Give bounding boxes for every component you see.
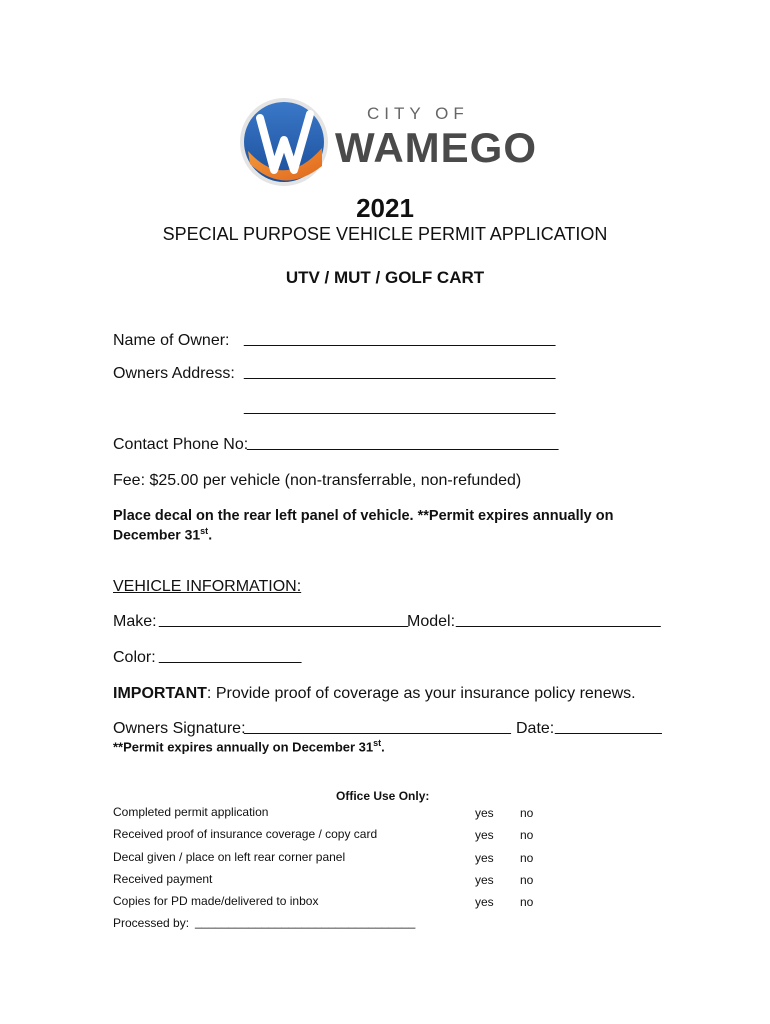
expires-note (113, 738, 385, 754)
processed-by-label: Processed by: (113, 916, 190, 930)
decal-date-suffix: st (200, 526, 209, 536)
w-emblem-icon (238, 96, 330, 188)
decal-date-end: . (208, 526, 213, 543)
decal-note-line2 (113, 526, 212, 543)
color-field[interactable]: ________________ (159, 647, 302, 664)
owner-name-label: Name of Owner: (113, 332, 230, 349)
city-logo (238, 96, 538, 188)
form-title: SPECIAL PURPOSE VEHICLE PERMIT APPLICATION (162, 224, 608, 244)
checklist-item-label: Copies for PD made/delivered to inbox (113, 894, 319, 908)
checklist-item-label: Completed permit application (113, 805, 269, 819)
checklist-no[interactable]: no (520, 806, 534, 820)
checklist-item-label: Received payment (113, 872, 213, 886)
processed-by-field[interactable]: _________________________________ (195, 915, 416, 929)
checklist-no[interactable]: no (520, 873, 534, 887)
fee-text: Fee: $25.00 per vehicle (non-transferrable, non-refunded) (113, 472, 522, 489)
expires-suffix: st (373, 738, 382, 748)
checklist-yes[interactable]: yes (475, 851, 494, 865)
signature-field[interactable]: ______________________________ (244, 718, 511, 735)
owner-name-field[interactable]: ___________________________________ (244, 330, 556, 347)
form-year: 2021 (356, 193, 414, 223)
color-label: Color: (113, 649, 156, 666)
checklist-item-label: Received proof of insurance coverage / copy card (113, 827, 378, 841)
date-field[interactable]: ____________ (555, 718, 662, 735)
checklist-yes[interactable]: yes (475, 895, 494, 909)
owner-address-field-2[interactable]: ___________________________________ (244, 398, 556, 415)
office-use-heading: Office Use Only: (336, 789, 430, 803)
decal-date: December 31 (113, 526, 201, 543)
owner-address-field-1[interactable]: ___________________________________ (244, 363, 556, 380)
make-field[interactable]: ____________________________ (159, 611, 409, 628)
vehicle-types: UTV / MUT / GOLF CART (285, 268, 485, 287)
important-text: : Provide proof of coverage as your insurance policy renews. (206, 685, 636, 702)
checklist-yes[interactable]: yes (475, 806, 494, 820)
expires-end: . (381, 739, 385, 755)
contact-phone-label: Contact Phone No: (113, 436, 249, 453)
vehicle-info-heading: VEHICLE INFORMATION: (113, 578, 302, 595)
checklist-no[interactable]: no (520, 828, 534, 842)
decal-note-line1: Place decal on the rear left panel of vehicle. **Permit expires annually on (113, 508, 614, 524)
checklist-yes[interactable]: yes (475, 828, 494, 842)
model-field[interactable]: _______________________ (456, 611, 661, 628)
checklist-no[interactable]: no (520, 851, 534, 865)
expires-text: **Permit expires annually on December 31 (113, 739, 374, 755)
checklist-yes[interactable]: yes (475, 873, 494, 887)
important-label: IMPORTANT (113, 685, 207, 702)
signature-label: Owners Signature: (113, 720, 246, 737)
contact-phone-field[interactable]: ___________________________________ (247, 434, 559, 451)
important-note (113, 685, 636, 703)
owner-address-label: Owners Address: (113, 365, 235, 382)
checklist-no[interactable]: no (520, 895, 534, 909)
date-label: Date: (516, 720, 555, 737)
checklist-item-label: Decal given / place on left rear corner panel (113, 850, 346, 864)
logo-wamego: WAMEGO (335, 124, 537, 171)
decal-note (113, 508, 659, 524)
logo-city-of: CITY OF (367, 104, 469, 123)
make-label: Make: (113, 613, 157, 630)
model-label: Model: (407, 613, 456, 630)
